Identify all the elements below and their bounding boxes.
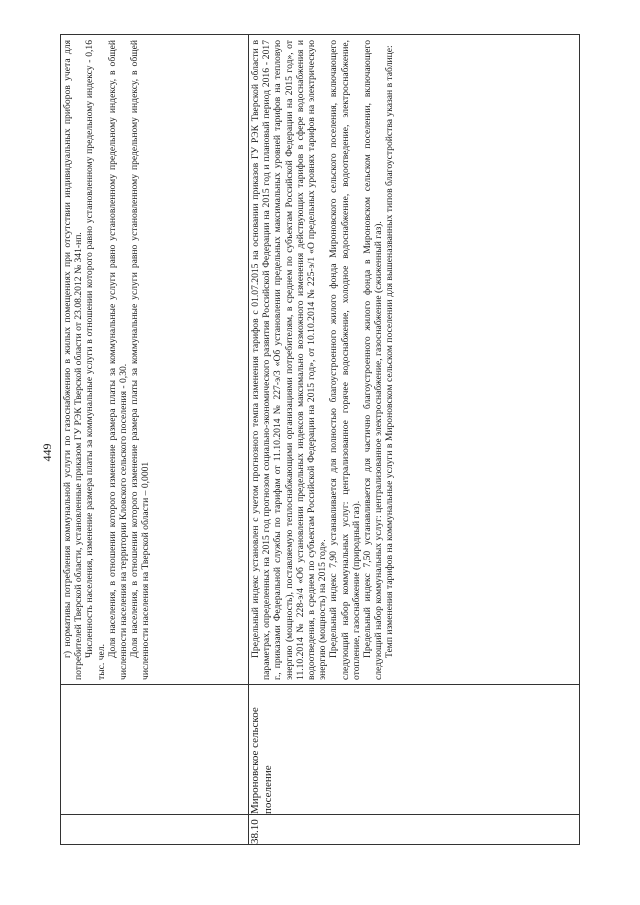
page-number: 449 [40, 443, 54, 462]
paragraph: Предельный индекс установлен с учетом прогнозного темпа изменения тарифов с 01.07.2015 на основании приказов ГУ РЭК Тверской области в параметрах, определенных на 2015 год прогнозом социально-экономического развития Российской Федерации на 2015 год и плановый период 2016 - 2017 г., приказами Федеральной службы по тарифам от 11.10.2014 № 227-э/3 «Об установлении предельных максимальных уровней тарифов на тепловую энергию (мощность), поставляемую теплоснабжающими организациями потребителям, в среднем по субъектам Российской Федерации на 2015 год», от 11.10.2014 № 228-э/4 «Об установлении предельных индексов максимально возможного изменения действующих тарифов в сфере водоснабжения и водоотведения, в среднем по субъектам Российской Федерации на 2015 год», от 10.10.2014 № 225-э/1 «О предельных уровнях тарифов на электрическую энергию (мощность) на 2015 год». [250, 40, 329, 680]
paragraph: Численность населения, изменение размера платы за коммунальные услуги в отношении которого равно установленному предельному индексу - 0,16 тыс. чел. [84, 40, 107, 680]
description-text [249, 35, 396, 684]
paragraph: Предельный индекс 7,90 устанавливается для полностью благоустроенного жилого фонда Мироновского сельского поселения, включающего следующий набор коммунальных услуг: централизованное горячее водоснабжение, холодное водоснабжение, водоотведение, электроснабжение, отопление, газоснабжение (природный газ). [328, 40, 362, 680]
row-number-cell: 38.10 [249, 815, 580, 845]
paragraph: Доля населения, в отношении которого изменение размера платы за коммунальные услуги равно установленному предельному индексу, в общей численности населения на территории Кловского сельского поселения - 0,30. [106, 40, 130, 680]
row-number-cell [61, 815, 249, 845]
description-cell [61, 35, 249, 685]
description-text [61, 35, 152, 684]
settlement-name-cell [61, 685, 249, 815]
settlement-name-cell: Мироновское сельское поселение [249, 685, 580, 815]
paragraph: Темп изменения тарифов на коммунальные услуги в Мироновском сельском поселении для вышеназванных типов благоустройства указан в таблице: [384, 45, 396, 658]
description-cell [249, 35, 580, 685]
table-row [249, 35, 580, 845]
document-table [60, 34, 580, 845]
paragraph: Предельный индекс 7,50 устанавливается для частично благоустроенного жилого фонда в Мироновском сельском поселении, включающего следующий набор коммунальных услуг: централизованное электроснабжение, газоснабжение (сжиженный газ). [362, 40, 385, 680]
paragraph: г) нормативы потребления коммунальной услуги по газоснабжению в жилых помещениях при отсутствии индивидуальных приборов учета для потребителей Тверской области, установленные приказом ГУ РЭК Тверской области от 23.08.2012 № 341-нп. [62, 40, 85, 680]
paragraph: Доля населения, в отношении которого изменение размера платы за коммунальные услуги равно установленному предельному индексу, в общей численности населения на Тверской области – 0,0001 [129, 40, 152, 680]
table-row [61, 35, 249, 845]
